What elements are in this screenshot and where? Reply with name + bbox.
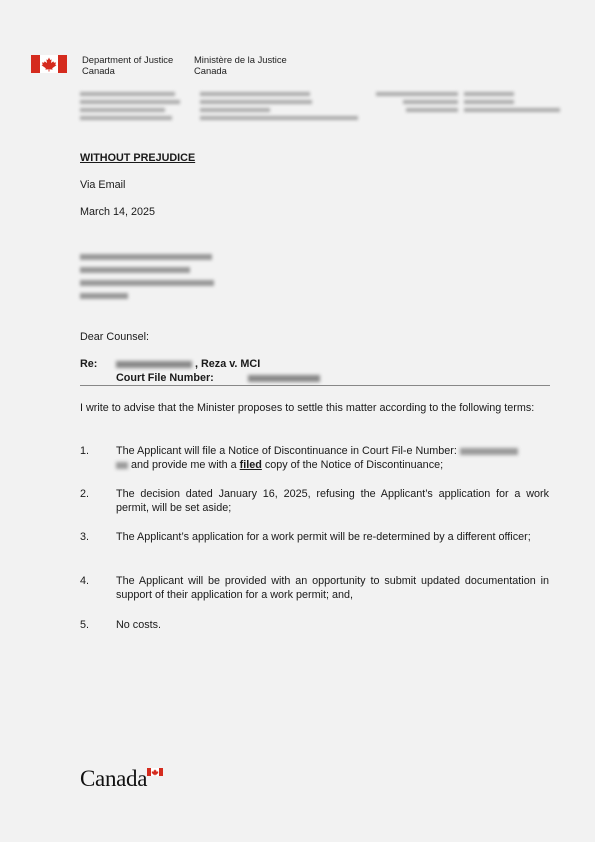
canada-flag-icon — [31, 55, 67, 73]
redacted-surname — [116, 358, 195, 370]
redacted-contact-labels — [372, 90, 458, 116]
court-file-line: Court File Number: — [116, 372, 320, 384]
salutation: Dear Counsel: — [80, 331, 150, 343]
department-name-en: Department of Justice Canada — [82, 54, 174, 76]
filed-emphasis: filed — [239, 459, 262, 471]
intro-paragraph: I write to advise that the Minister proposes to settle this matter according to the following terms: — [80, 402, 535, 414]
re-case-title: , Reza v. MCI — [116, 358, 260, 370]
redacted-file-number-cont — [116, 458, 128, 472]
term-number: 3. — [80, 531, 90, 543]
letter-date: March 14, 2025 — [80, 206, 156, 218]
redacted-address-fr — [200, 90, 370, 120]
term-text: The decision dated January 16, 2025, refusing the Applicant’s application for a work permit, will be set aside; — [116, 488, 549, 514]
term-number: 2. — [80, 488, 90, 500]
wordmark-flag-icon — [147, 768, 163, 776]
canada-wordmark: Canada — [80, 766, 148, 791]
without-prejudice-heading: WITHOUT PREJUDICE — [80, 152, 196, 164]
redacted-file-number — [460, 444, 518, 458]
term-number: 5. — [80, 619, 90, 631]
term-text: The Applicant’s application for a work permit will be re-determined by a different officer; — [116, 531, 531, 543]
redacted-address-en — [80, 90, 190, 120]
term-number: 4. — [80, 575, 90, 587]
term-number: 1. — [80, 445, 90, 457]
re-label: Re: — [80, 358, 98, 370]
term-text: The Applicant will be provided with an opportunity to submit updated documentation in support of their application for a work permit; and, — [116, 575, 549, 601]
term-text: The Applicant will file a Notice of Discontinuance in Court Fil-e Number: and provide me with a filed copy of the Notice of Discontinuance; — [116, 444, 549, 472]
term-text: No costs. — [116, 619, 162, 631]
redacted-recipient-block — [80, 250, 214, 299]
re-divider — [80, 385, 550, 386]
delivery-method: Via Email — [80, 179, 126, 191]
redacted-court-file-number — [248, 372, 320, 384]
department-name-fr: Ministère de la Justice Canada — [194, 54, 287, 76]
redacted-contact-values — [464, 90, 574, 116]
